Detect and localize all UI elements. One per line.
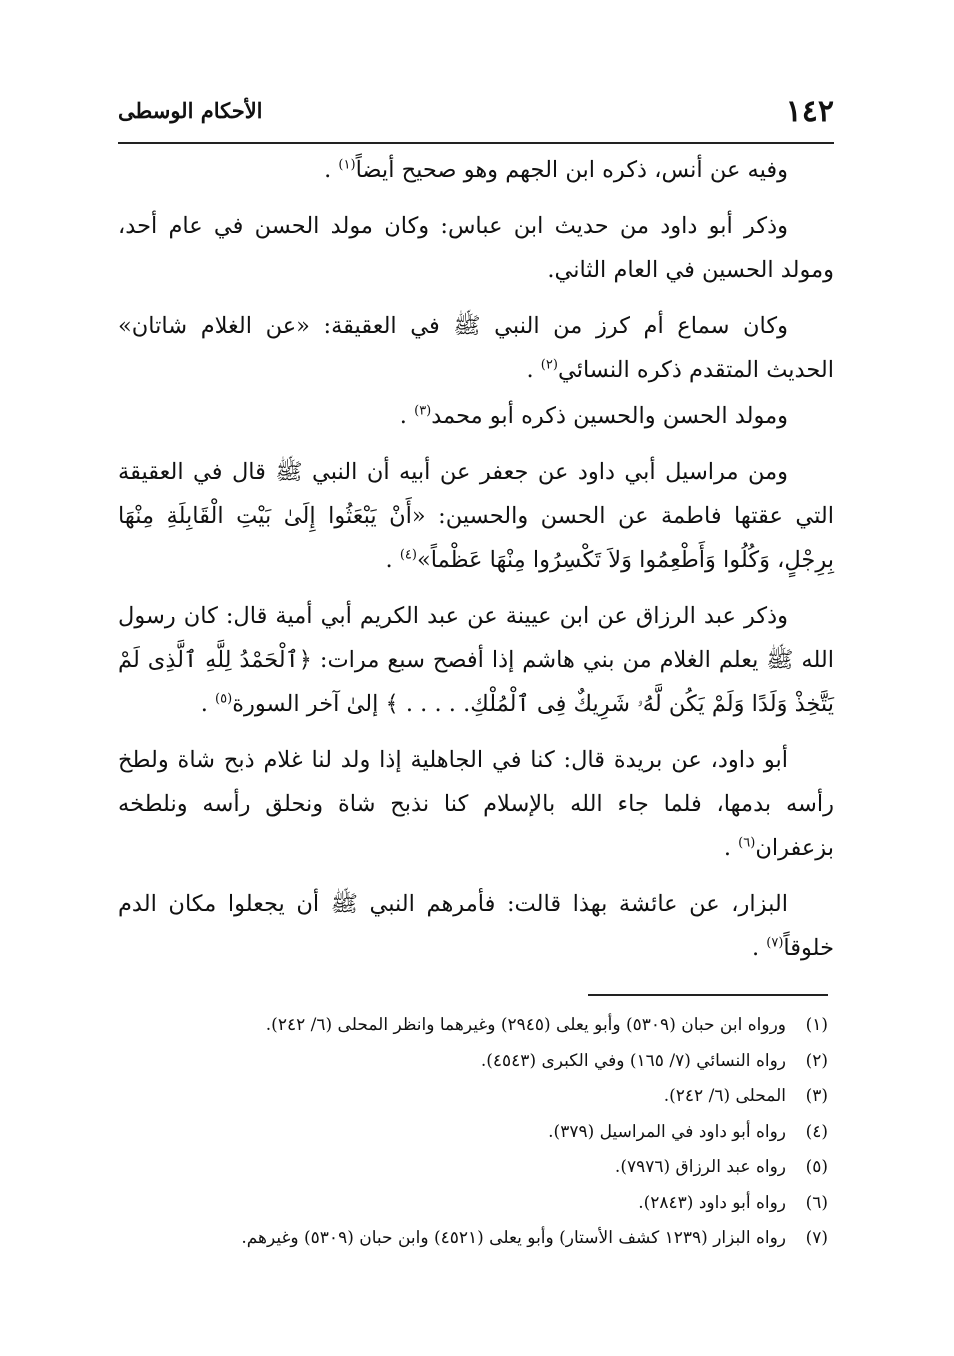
paragraph-end: . [385, 547, 400, 573]
footnote-text: رواه عبد الرزاق (٧٩٧٦). [614, 1157, 786, 1177]
footnote-item [118, 1115, 828, 1151]
footnote-text: ورواه ابن حبان (٥٣٠٩) وأبو يعلى (٢٩٤٥) وغيرهما وانظر المحلى (٦/ ٢٤٢). [265, 1015, 786, 1035]
footnote-number: (٤) [805, 1121, 828, 1142]
paragraph-5 [118, 450, 834, 582]
paragraph-text: وذكر عبد الرزاق عن ابن عيينة عن عبد الكريم أبي أمية قال: كان رسول الله ﷺ يعلم الغلام من بني هاشم إذا أفصح سبع مرات: ﴿ٱلْحَمْدُ لِلَّهِ ٱلَّذِى لَمْ يَتَّخِذْ وَلَدًا وَلَمْ يَكُن لَّهُۥ شَرِيكٌ فِى ٱلْمُلْكِ. . . . . ﴾ إلىٰ آخر السورة [118, 603, 834, 717]
footnote-text: رواه أبو داود (٢٨٤٣). [638, 1192, 786, 1213]
footnote-number: (٣) [805, 1086, 828, 1106]
paragraph-2 [118, 204, 834, 292]
footnote-item [118, 1044, 828, 1080]
footnote-reference: (٢) [540, 357, 558, 373]
paragraph-text: وفيه عن أنس، ذكره ابن الجهم وهو صحيح أيضاً [355, 157, 788, 183]
page-header [118, 84, 834, 144]
footnote-item [118, 1008, 828, 1044]
paragraph-7 [118, 738, 834, 870]
body-text [118, 148, 834, 982]
footnote-text: رواه النسائي (٧/ ١٦٥) وفي الكبرى (٤٥٤٣). [480, 1050, 786, 1071]
paragraph-1 [118, 148, 834, 192]
footnotes-list [118, 1008, 828, 1257]
paragraph-text: ومن مراسيل أبي داود عن جعفر عن أبيه أن النبي ﷺ قال في العقيقة التي عقتها فاطمة عن الحسن والحسين: «أَنْ يَبْعَثُوا إِلَىٰ بَيْتِ الْقَابِلَةِ مِنْهَا بِرِجْلٍ، وَكُلُوا وَأَطْعِمُوا وَلاَ تَكْسِرُوا مِنْهَا عَظْماً» [118, 459, 834, 573]
paragraph-end: . [324, 157, 339, 183]
paragraph-end: . [399, 403, 415, 429]
running-title: الأحكام الوسطى [118, 98, 263, 123]
footnote-number: (١) [805, 1015, 828, 1035]
footnote-number: (٦) [805, 1192, 828, 1213]
paragraph-end: . [751, 935, 767, 961]
footnote-reference: (٤) [399, 547, 417, 563]
paragraph-4 [118, 394, 834, 438]
footnote-reference: (٣) [414, 403, 432, 419]
footnote-text: رواه البزار (١٢٣٩ كشف الأستار) وأبو يعلى (٤٥٢١) وابن حبان (٥٣٠٩) وغيرهم. [241, 1228, 786, 1248]
footnote-text: المحلى (٦/ ٢٤٢). [663, 1086, 786, 1106]
footnote-number: (٥) [805, 1157, 828, 1177]
paragraph-end: . [200, 691, 216, 717]
footnote-text: رواه أبو داود في المراسيل (٣٧٩). [548, 1121, 786, 1142]
paragraph-end: . [723, 835, 739, 861]
footnote-item [118, 1079, 828, 1115]
footnote-divider [588, 994, 828, 996]
page-number: ١٤٢ [785, 94, 834, 129]
paragraph-8 [118, 882, 834, 970]
footnote-number: (٢) [805, 1050, 828, 1071]
paragraph-end: . [526, 357, 541, 383]
footnote-reference: (٦) [738, 835, 756, 851]
paragraph-text: أبو داود، عن بريدة قال: كنا في الجاهلية إذا ولد لنا غلام ذبح شاة ولطخ رأسه بدمها، فلما جاء الله بالإسلام كنا نذبح شاة ونحلق رأسه ونلطخه بزعفران [118, 747, 834, 861]
footnote-reference: (٧) [766, 935, 784, 951]
footnote-reference: (٥) [215, 691, 233, 707]
footnote-item [118, 1221, 828, 1257]
footnote-item [118, 1150, 828, 1186]
footnote-reference: (١) [338, 157, 356, 173]
paragraph-text: ومولد الحسن والحسين ذكره أبو محمد [431, 403, 788, 429]
paragraph-text: وذكر أبو داود من حديث ابن عباس: وكان مولد الحسن في عام أحد، ومولد الحسين في العام الثاني. [118, 213, 834, 283]
paragraph-text: البزار، عن عائشة بهذا قالت: فأمرهم النبي ﷺ أن يجعلوا مكان الدم خلوقاً [118, 891, 834, 961]
footnote-item [118, 1186, 828, 1222]
footnote-number: (٧) [805, 1228, 828, 1248]
paragraph-3 [118, 304, 834, 392]
paragraph-6 [118, 594, 834, 726]
paragraph-text: وكان سماع أم كرز من النبي ﷺ في العقيقة: «عن الغلام شاتان» الحديث المتقدم ذكره النسائي [118, 313, 834, 383]
